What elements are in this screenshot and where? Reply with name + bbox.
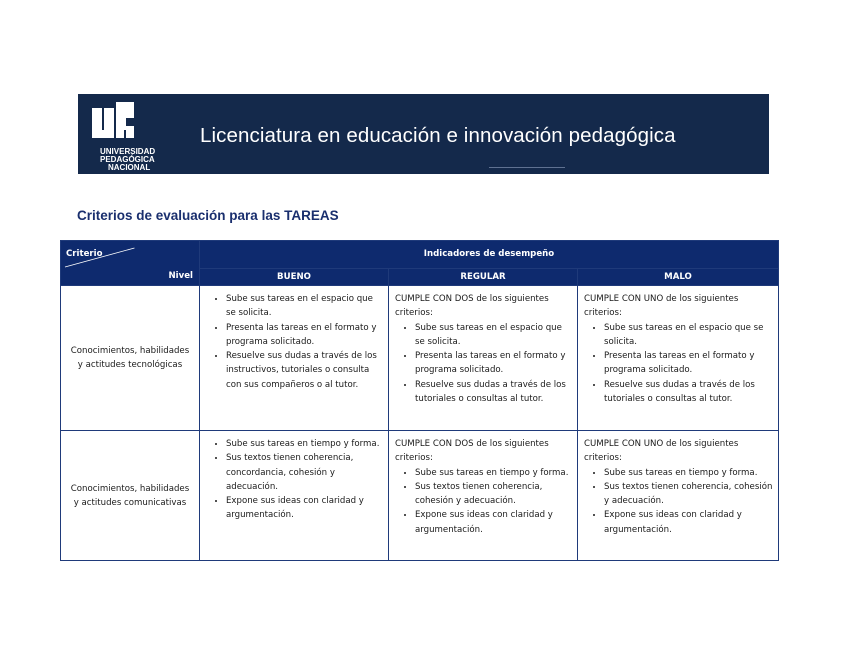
bueno-cell <box>200 431 389 561</box>
list-item: • Sube sus tareas en el espacio que se solicita. <box>226 292 384 321</box>
list-item: • Sus textos tienen coherencia, concordancia, cohesión y adecuación. <box>226 451 384 494</box>
malo-list <box>584 321 774 407</box>
list-item: • Resuelve sus dudas a través de los tutoriales o consultas al tutor. <box>604 378 774 407</box>
criterion-cell: Conocimientos, habilidades y actitudes tecnológicas <box>61 286 200 431</box>
bueno-list <box>206 437 384 523</box>
level-regular: REGULAR <box>389 268 578 285</box>
bueno-cell <box>200 286 389 431</box>
indicadores-header: Indicadores de desempeño <box>200 241 779 269</box>
nivel-label: Nivel <box>168 271 193 281</box>
list-item: • Presenta las tareas en el formato y programa solicitado. <box>226 321 384 350</box>
malo-intro: CUMPLE CON UNO de los siguientes criterios: <box>584 439 739 464</box>
table-row <box>61 431 779 561</box>
header-banner <box>78 94 769 174</box>
list-item: • Presenta las tareas en el formato y programa solicitado. <box>415 349 573 378</box>
bueno-list <box>206 292 384 392</box>
regular-intro: CUMPLE CON DOS de los siguientes criterios: <box>395 294 549 319</box>
regular-cell <box>389 286 578 431</box>
criterio-nivel-header <box>61 241 200 286</box>
regular-list <box>395 466 573 537</box>
list-item: • Sube sus tareas en el espacio que se solicita. <box>415 321 573 350</box>
list-item: • Sube sus tareas en tiempo y forma. <box>226 437 384 451</box>
list-item: • Sus textos tienen coherencia, cohesión y adecuación. <box>604 480 774 509</box>
level-bueno: BUENO <box>200 268 389 285</box>
regular-intro: CUMPLE CON DOS de los siguientes criterios: <box>395 439 549 464</box>
malo-intro: CUMPLE CON UNO de los siguientes criterios: <box>584 294 739 319</box>
list-item: • Sus textos tienen coherencia, cohesión y adecuación. <box>415 480 573 509</box>
criterio-label: Criterio <box>66 249 103 259</box>
logo-line-2: PEDAGÓGICA <box>100 155 155 164</box>
list-item: • Sube sus tareas en tiempo y forma. <box>415 466 573 480</box>
list-item: • Sube sus tareas en el espacio que se solicita. <box>604 321 774 350</box>
list-item: • Expone sus ideas con claridad y argumentación. <box>415 508 573 537</box>
list-item: • Expone sus ideas con claridad y argumentación. <box>226 494 384 523</box>
upn-logo <box>88 102 198 172</box>
malo-cell <box>578 431 779 561</box>
program-title: Licenciatura en educación e innovación pedagógica <box>200 124 676 147</box>
regular-cell <box>389 431 578 561</box>
list-item: • Presenta las tareas en el formato y programa solicitado. <box>604 349 774 378</box>
table-row <box>61 286 779 431</box>
list-item: • Resuelve sus dudas a través de los tutoriales o consultas al tutor. <box>415 378 573 407</box>
criterion-cell: Conocimientos, habilidades y actitudes comunicativas <box>61 431 200 561</box>
list-item: • Resuelve sus dudas a través de los instructivos, tutoriales o consulta con sus compañeros o al tutor. <box>226 349 384 392</box>
banner-divider <box>489 167 565 168</box>
malo-list <box>584 466 774 537</box>
logo-line-3: NACIONAL <box>108 163 151 172</box>
regular-list <box>395 321 573 407</box>
malo-cell <box>578 286 779 431</box>
section-title: Criterios de evaluación para las TAREAS <box>77 208 339 223</box>
logo-line-1: UNIVERSIDAD <box>100 147 156 156</box>
list-item: • Expone sus ideas con claridad y argumentación. <box>604 508 774 537</box>
level-malo: MALO <box>578 268 779 285</box>
list-item: • Sube sus tareas en tiempo y forma. <box>604 466 774 480</box>
rubric-table <box>60 240 779 561</box>
upn-logo-text <box>100 148 155 172</box>
